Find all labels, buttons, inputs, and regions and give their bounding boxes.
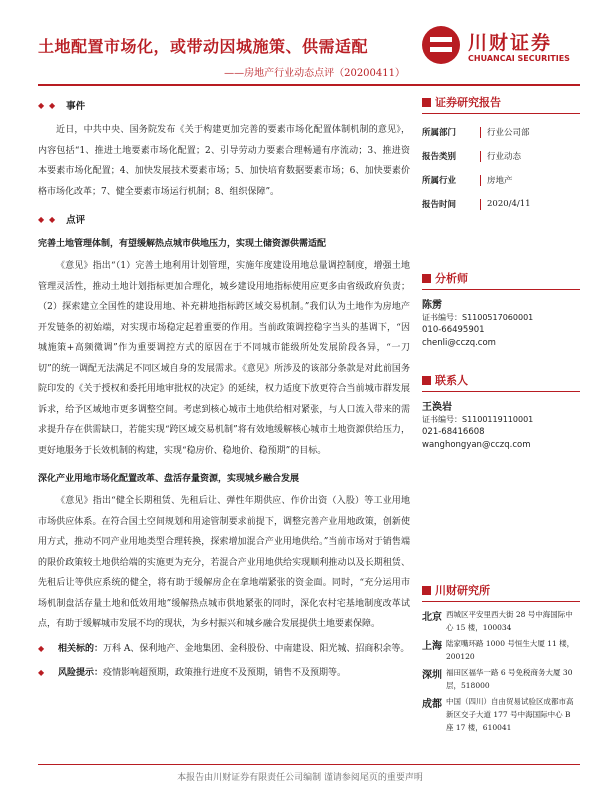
info-key: 报告时间 [422,200,457,210]
diamond-bullet-icon: ◆ [38,643,46,653]
risk-warning-label: 风险提示： [58,667,104,678]
comment-subhead-1: 完善土地管理体制，有望缓解热点城市供地压力，实现土储资源供需适配 [38,239,327,249]
info-value: 2020/4/11 [487,199,531,209]
logo-english-name: CHUANCAI SECURITIES [468,54,570,63]
square-bullet-icon [422,586,431,595]
logo-mark-icon [422,26,460,64]
info-row [422,168,580,192]
company-logo [420,24,580,74]
analyst-heading-label: 分析师 [435,272,468,285]
info-value: 房地产 [487,176,513,186]
event-heading [38,98,410,112]
contact-name: 王涣岩 [422,402,452,413]
institute-heading-label: 川财研究所 [435,584,490,597]
address-city: 成都 [422,699,442,710]
comment-paragraph-1: 《意见》指出“（1）完善土地利用计划管理，实施年度建设用地总量调控制度，增强土地管理灵活性，推动土地计划指标更加合理化，城乡建设用地指标使用应更多由省级政府负责；（2）探索建立全国性的建设用地、补充耕地指标跨区域交易机制。”我们认为土地作为房地产开发链条的初始端，对实现市场稳定起着重要的作用。当前政策调控稳字当头的基调下，“因城施策+高频微调”作为重要调控方式的原因在于不同城市能级所处发展阶段各异，“一刀切”的统一调配无法满足不同区域自身的发展需求。《意见》所涉及的该部分条款是对此前国务院印发的《关于授权和委托用地审批权的决定》的延续，权力适度下放更符合当前城市群发展诉求，给予区域地市更多调整空间。考虑到核心城市土地供给相对紧张，与人口流入带来的需求提升存在供需缺口，若能实现“跨区域交易机制”将有效地缓解核心城市土地资源供给压力，更好地服务于长效机制的构建，实现“稳房价、稳地价、稳预期”的目标。 [38,261,410,456]
address-text: 中国（四川）自由贸易试验区成都市高新区交子大道 177 号中海国际中心 B 座 17 楼，610041 [446,697,574,732]
info-row [422,120,580,144]
analyst-name: 陈雳 [422,300,442,311]
square-bullet-icon [422,274,431,283]
info-key: 所属行业 [422,176,457,186]
diamond-bullet-icon: ◆ ◆ [38,214,57,224]
comment-paragraph-2: 《意见》指出“健全长期租赁、先租后让、弹性年期供应、作价出资（入股）等工业用地市场供应体系。在符合国土空间规划和用途管制要求前提下，调整完善产业用地政策，创新使用方式，推动不同产业用地类型合理转换，探索增加混合产业用地供给。”当前市场对于销售端的限价政策较土地供给端的实施更为充分，若混合产业用地供给实现顺利推动以及长期租赁、先租后让等供应系统的健全，将有助于缓解房企在拿地端紧张的资金面。同时，“充分运用市场机制盘活存量土地和低效用地”缓解热点城市供地紧张的同时，深化农村宅基地制度改革试点，有助于缓解城市发展不均的现状，为乡村振兴和城乡融合发展提供土地要素保障。 [38,496,410,629]
related-stocks [38,639,410,659]
address-item [422,637,580,663]
address-text: 西城区平安里西大街 28 号中海国际中心 15 楼，100034 [446,610,573,632]
institute-heading [422,582,580,602]
footer-rule [38,764,580,765]
header-rule [38,84,580,86]
analyst-phone: 010-66495901 [422,325,485,335]
analyst-heading [422,270,580,290]
address-city: 深圳 [422,670,442,681]
diamond-bullet-icon: ◆ ◆ [38,100,57,110]
related-stocks-text: 万科 A、保利地产、金地集团、金科股份、中南建设、阳光城、招商积余等。 [103,643,410,654]
contact-heading-label: 联系人 [435,374,468,387]
address-city: 上海 [422,641,442,652]
info-value: 行业动态 [487,152,522,162]
address-item [422,666,580,692]
info-key: 报告类别 [422,152,457,162]
logo-chinese-name: 川财证券 [468,32,553,54]
contact-cert: 证书编号：S1100119110001 [422,415,534,424]
address-text: 陆家嘴环路 1000 号恒生大厦 11 楼，200120 [446,639,575,661]
report-info-heading [422,94,580,114]
related-stocks-label: 相关标的： [58,643,104,654]
sidebar [422,94,580,737]
report-info-heading-label: 证券研究报告 [435,96,501,109]
square-bullet-icon [422,376,431,385]
comment-heading-label: 点评 [66,215,86,226]
address-item [422,608,580,634]
info-row [422,192,580,216]
report-subtitle: ——房地产行业动态点评（20200411） [224,68,405,79]
contact-email[interactable]: wanghongyan@cczq.com [422,440,531,450]
risk-warning-text: 疫情影响超预期，政策推行进度不及预期，销售不及预期等。 [103,667,347,678]
footer-disclaimer: 本报告由川财证券有限责任公司编制 谨请参阅尾页的重要声明 [177,773,423,783]
event-heading-label: 事件 [66,101,86,112]
analyst-cert: 证书编号：S1100517060001 [422,313,534,322]
comment-heading [38,212,410,226]
info-key: 所属部门 [422,128,457,138]
contact-phone: 021-68416608 [422,427,485,437]
main-column [38,94,410,683]
diamond-bullet-icon: ◆ [38,667,46,677]
risk-warning [38,663,410,683]
event-text: 近日，中共中央、国务院发布《关于构建更加完善的要素市场化配置体制机制的意见》，内容包括“1、推进土地要素市场化配置；2、引导劳动力要素合理畅通有序流动；3、推进资本要素市场化配置；4、加快发展技术要素市场；5、加快培育数据要素市场；6、加快要素价格市场化改革；7、健全要素市场运行机制；8、组织保障”。 [38,125,410,197]
square-bullet-icon [422,98,431,107]
address-city: 北京 [422,612,442,623]
address-item [422,695,580,734]
contact-heading [422,372,580,392]
info-row [422,144,580,168]
address-text: 福田区福华一路 6 号免税商务大厦 30 层，518000 [446,668,573,690]
comment-subhead-2: 深化产业用地市场化配置改革、盘活存量资源，实现城乡融合发展 [38,474,300,484]
info-value: 行业公司部 [487,128,530,138]
report-title: 土地配置市场化，或带动因城施策、供需适配 [38,37,369,56]
analyst-email[interactable]: chenli@cczq.com [422,338,496,348]
